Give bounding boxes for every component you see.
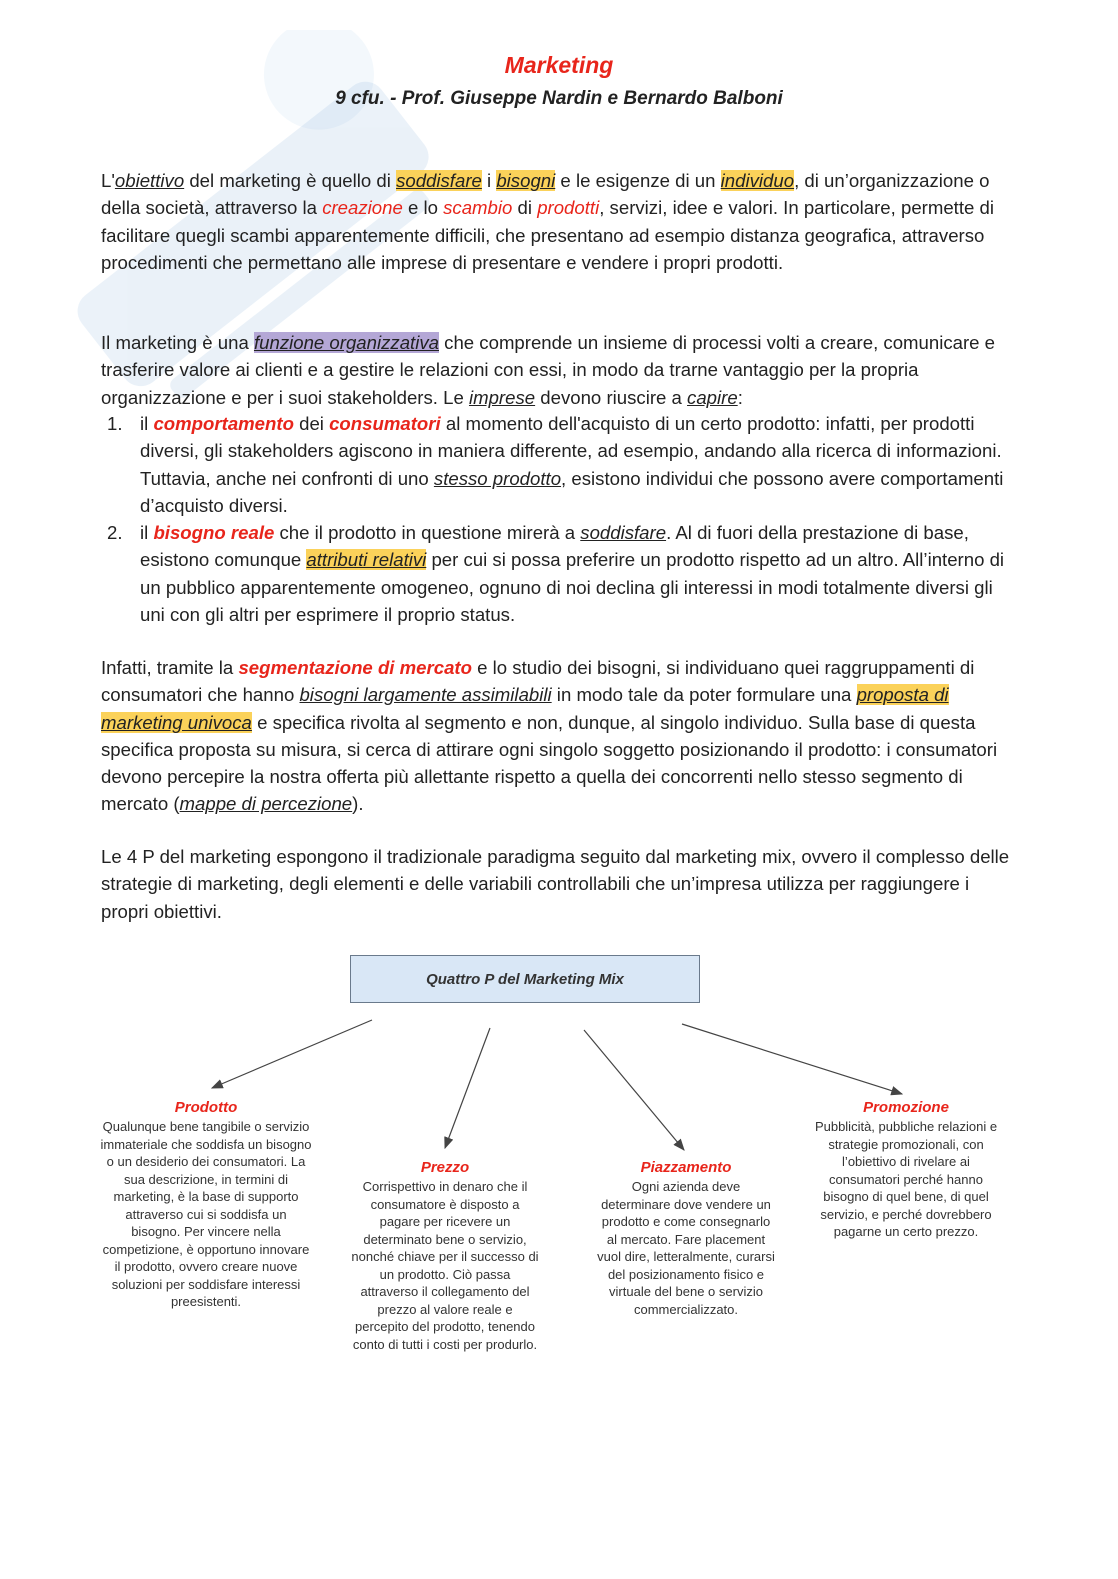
node-text: Corrispettivo in denaro che il consumatore è disposto a pagare per ricevere un determinato bene o servizio, nonché chiave per il successo di un prodotto. Ciò passa attraverso il collegamento del prezzo al valore reale e percepito del prodotto, tenendo conto di tutti i costi per produrlo. (351, 1179, 539, 1352)
marketing-mix-diagram (100, 950, 1020, 1400)
document-title: Marketing (504, 52, 614, 78)
paragraph-objective: L'obiettivo del marketing è quello di soddisfare i bisogni e le esigenze di un individuo, di un’organizzazione o della società, attraverso la creazione e lo scambio di prodotti, servizi, idee e valori. In particolare, permette di facilitare quegli scambi apparentemente difficili, che presentano ad esempio distanza geografica, attraverso procedimenti che permettano alle imprese di presentare e vendere i propri prodotti. (101, 170, 994, 273)
node-prezzo (350, 1158, 540, 1353)
node-piazzamento (596, 1158, 776, 1318)
arrow-piazzamento (584, 1030, 684, 1150)
node-title: Prodotto (174, 1099, 238, 1116)
paragraph-segmentation: Infatti, tramite la segmentazione di mercato e lo studio dei bisogni, si individuano quei raggruppamenti di consumatori che hanno bisogni largamente assimilabili in modo tale da poter formulare una proposta di marketing univoca e specifica rivolta al segmento e non, dunque, al singolo individuo. Sulla base di questa specifica proposta su misura, si cerca di attirare ogni singolo soggetto posizionando il prodotto: i consumatori devono percepire la nostra offerta più allettante rispetto a quella dei concorrenti nello stesso segmento di mercato (mappe di percezione). (101, 657, 998, 815)
list-item: 1. il comportamento dei consumatori al momento dell'acquisto di un certo prodotto: infatti, per prodotti diversi, gli stakeholders agiscono in maniera differente, ad esempio, andando alla ricerca di informazioni. Tuttavia, anche nei confronti di uno stesso prodotto, esistono individui che possono avere comportamenti d’acquisto diversi. (107, 413, 1004, 516)
node-title: Prezzo (420, 1159, 470, 1176)
node-promozione (806, 1098, 1006, 1241)
node-title: Piazzamento (640, 1159, 732, 1176)
node-text: Ogni azienda deve determinare dove vendere un prodotto e come consegnarlo al mercato. Fare placement vuol dire, letteralmente, curarsi del posizionamento fisico e virtuale del bene o servizio commercializzato. (597, 1179, 775, 1317)
arrow-promozione (682, 1024, 902, 1094)
node-title: Promozione (863, 1099, 949, 1116)
numbered-list (101, 410, 1016, 628)
document-subtitle: 9 cfu. - Prof. Giuseppe Nardin e Bernardo Balboni (335, 88, 783, 109)
list-item: 2. il bisogno reale che il prodotto in questione mirerà a soddisfare. Al di fuori della prestazione di base, esistono comunque attributi relativi per cui si possa preferire un prodotto rispetto ad un altro. All’interno di un pubblico apparentemente omogeneo, ognuno di noi declina gli interessi in modi totalmente diversi gli uni con gli altri per esprimere il proprio status. (107, 522, 1005, 626)
diagram-title-box: Quattro P del Marketing Mix (350, 955, 700, 1003)
node-text: Pubblicità, pubbliche relazioni e strategie promozionali, con l’obiettivo di rivelare ai consumatori perché hanno bisogno di quel bene, di quel servizio, e perché dovrebbero pagarne un certo prezzo. (814, 1119, 998, 1239)
arrow-prezzo (445, 1028, 490, 1148)
node-prodotto (100, 1098, 312, 1311)
arrow-prodotto (212, 1020, 372, 1088)
paragraph-4p: Le 4 P del marketing espongono il tradizionale paradigma seguito dal marketing mix, ovvero il complesso delle strategie di marketing, degli elementi e delle variabili controllabili che un’impresa utilizza per raggiungere i propri obiettivi. (101, 846, 1010, 922)
node-text: Qualunque bene tangibile o servizio immateriale che soddisfa un bisogno o un desiderio dei consumatori. La sua descrizione, in termini di marketing, è la base di supporto attraverso cui si soddisfa un bisogno. Per vincere nella competizione, è opportuno innovare il prodotto, ovvero creare nuove soluzioni per soddisfare interessi preesistenti. (100, 1119, 312, 1309)
paragraph-organizational-function: Il marketing è una funzione organizzativa che comprende un insieme di processi volti a creare, comunicare e trasferire valore ai clienti e a gestire le relazioni con essi, in modo da trarne vantaggio per la propria organizzazione e per i suoi stakeholders. Le imprese devono riuscire a capire: (101, 332, 996, 408)
